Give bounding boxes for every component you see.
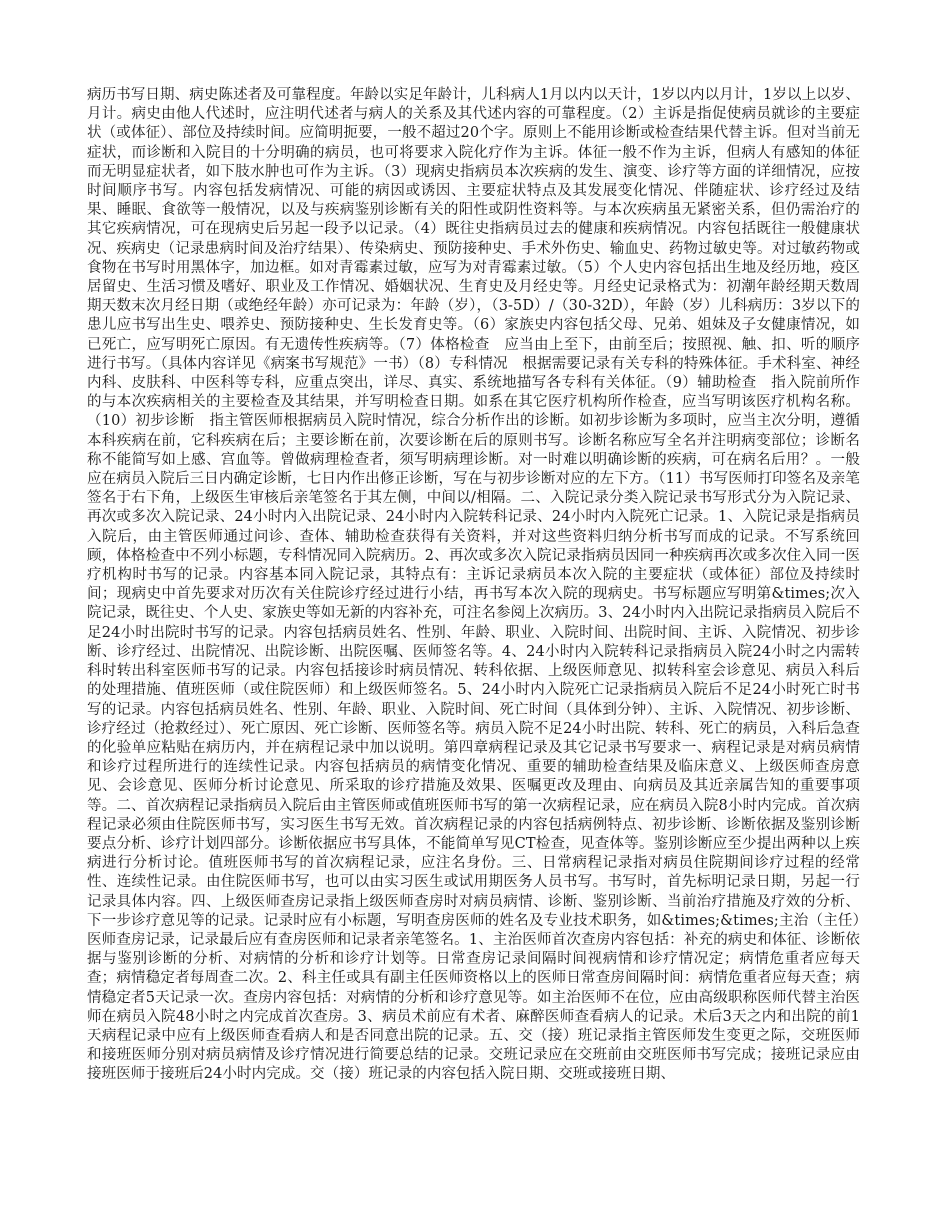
body-paragraph: 病历书写日期、病史陈述者及可靠程度。年龄以实足年龄计，儿科病人1月以内以天计，1岁以内以月计，1岁以上以岁、月计。病史由他人代述时，应注明代述者与病人的关系及其代述内容的可靠程度。（2）主诉是指促使病员就诊的主要症状（或体征）、部位及持续时间。应简明扼要，一般不超过20个字。原则上不能用诊断或检查结果代替主诉。但对当前无症状，而诊断和入院目的十分明确的病员，也可将要求入院化疗作为主诉。体征一般不作为主诉，但病人有感知的体征而无明显症状者，如下肢水肿也可作为主诉。（3）现病史指病员本次疾病的发生、演变、诊疗等方面的详细情况，应按时间顺序书写。内容包括发病情况、可能的病因或诱因、主要症状特点及其发展变化情况、伴随症状、诊疗经过及结果、睡眠、食欲等一般情况，以及与疾病鉴别诊断有关的阳性或阴性资料等。与本次疾病虽无紧密关系，但仍需治疗的其它疾病情况，可在现病史后另起一段予以记录。（4）既往史指病员过去的健康和疾病情况。内容包括既往一般健康状况、疾病史（记录患病时间及治疗结果）、传染病史、预防接种史、手术外伤史、输血史、药物过敏史等。对过敏药物或食物在书写时用黑体字，加边框。如对青霉素过敏，应写为对青霉素过敏。（5）个人史内容包括出生地及经历地，疫区居留史、生活习惯及嗜好、职业及工作情况、婚姻状况、生育史及月经史等。月经史记录格式为：初潮年龄经期天数周期天数末次月经日期（或绝经年龄）亦可记录为：年龄（岁），（3-5D）/（30-32D），年龄（岁）儿科病历：3岁以下的患儿应书写出生史、喂养史、预防接种史、生长发育史等。（6）家族史内容包括父母、兄弟、姐妹及子女健康情况，如已死亡，应写明死亡原因。有无遗传性疾病等。（7）体格检查 应当由上至下，由前至后；按照视、触、扣、听的顺序进行书写。（具体内容详见《病案书写规范》一书）（8）专科情况 根据需要记录有关专科的特殊体征。手术科室、神经内科、皮肤科、中医科等专科，应重点突出，详尽、真实、系统地描写各专科有关体征。（9）辅助检查 指入院前所作的与本次疾病相关的主要检查及其结果，并写明检查日期。如系在其它医疗机构所作检查，应当写明该医疗机构名称。（10）初步诊断 指主管医师根据病员入院时情况，综合分析作出的诊断。如初步诊断为多项时，应当主次分明，遵循本科疾病在前，它科疾病在后；主要诊断在前，次要诊断在后的原则书写。诊断名称应写全名并注明病变部位；诊断名称不能简写如上感、宫血等。曾做病理检查者，须写明病理诊断。对一时难以明确诊断的疾病，可在病名后用？。一般应在病员入院后三日内确定诊断，七日内作出修正诊断，写在与初步诊断对应的左下方。（11）书写医师打印签名及亲笔签名于右下角，上级医生审核后亲笔签名于其左侧，中间以/相隔。二、入院记录分类入院记录书写形式分为入院记录、再次或多次入院记录、24小时内入出院记录、24小时内入院转科记录、24小时内入院死亡记录。1、入院记录是指病员入院后，由主管医师通过问诊、查体、辅助检查获得有关资料，并对这些资料归纳分析书写而成的记录。不写系统回顾，体格检查中不列小标题，专科情况同入院病历。2、再次或多次入院记录指病员因同一种疾病再次或多次住入同一医疗机构时书写的记录。内容基本同入院记录，其特点有：主诉记录病员本次入院的主要症状（或体征）部位及持续时间；现病史中首先要求对历次有关住院诊疗经过进行小结，再书写本次入院的现病史。书写标题应写明第&times;次入院记录，既往史、个人史、家族史等如无新的内容补充，可注名参阅上次病历。3、24小时内入出院记录指病员入院后不足24小时出院时书写的记录。内容包括病员姓名、性别、年龄、职业、入院时间、出院时间、主诉、入院情况、初步诊断、诊疗经过、出院情况、出院诊断、出院医嘱、医师签名等。4、24小时内入院转科记录指病员入院24小时之内需转科时转出科室医师书写的记录。内容包括接诊时病员情况、转科依据、上级医师意见、拟转科室会诊意见、病员入科后的处理措施、值班医师（或住院医师）和上级医师签名。5、24小时内入院死亡记录指病员入院后不足24小时死亡时书写的记录。内容包括病员姓名、性别、年龄、职业、入院时间、死亡时间（具体到分钟）、主诉、入院情况、初步诊断、诊疗经过（抢救经过）、死亡原因、死亡诊断、医师签名等。病员入院不足24小时出院、转科、死亡的病员，入科后急查的化验单应粘贴在病历内，并在病程记录中加以说明。第四章病程记录及其它记录书写要求一、病程记录是对病员病情和诊疗过程所进行的连续性记录。内容包括病员的病情变化情况、重要的辅助检查结果及临床意义、上级医师查房意见、会诊意见、医师分析讨论意见、所采取的诊疗措施及效果、医嘱更改及理由、向病员及其近亲属告知的重要事项等。二、首次病程记录指病员入院后由主管医师或值班医师书写的第一次病程记录，应在病员入院8小时内完成。首次病程记录必须由住院医师书写，实习医生书写无效。首次病程记录的内容包括病例特点、初步诊断、诊断依据及鉴别诊断要点分析、诊疗计划四部分。诊断依据应书写具体，不能简单写见CT检查，见查体等。鉴别诊断应至少提出两种以上疾病进行分析讨论。值班医师书写的首次病程记录，应注名身份。三、日常病程记录指对病员住院期间诊疗过程的经常性、连续性记录。由住院医师书写，也可以由实习医生或试用期医务人员书写。书写时，首先标明记录日期，另起一行记录具体内容。四、上级医师查房记录指上级医师查房时对病员病情、诊断、鉴别诊断、当前治疗措施及疗效的分析、下一步诊疗意见等的记录。记录时应有小标题，写明查房医师的姓名及专业技术职务，如&times;&times;主治（主任）医师查房记录，记录最后应有查房医师和记录者亲笔签名。1、主治医师首次查房内容包括：补充的病史和体征、诊断依据与鉴别诊断的分析、对病情的分析和诊疗计划等。日常查房记录间隔时间视病情和诊疗情况定；病情危重者应每天查；病情稳定者每周查二次。2、科主任或具有副主任医师资格以上的医师日常查房间隔时间：病情危重者应每天查；病情稳定者5天记录一次。查房内容包括：对病情的分析和诊疗意见等。如主治医师不在位，应由高级职称医师代替主治医师在病员入院48小时之内完成首次查房。3、病员术前应有术者、麻醉医师查看病人的记录。术后3天之内和出院的前1天病程记录中应有上级医师查看病人和是否同意出院的记录。五、交（接）班记录指主管医师发生变更之际，交班医师和接班医师分别对病员病情及诊疗情况进行简要总结的记录。交班记录应在交班前由交班医师书写完成；接班记录应由接班医师于接班后24小时内完成。交（接）班记录的内容包括入院日期、交班或接班日期、	[87, 87, 860, 1083]
document-page	[87, 86, 860, 1085]
